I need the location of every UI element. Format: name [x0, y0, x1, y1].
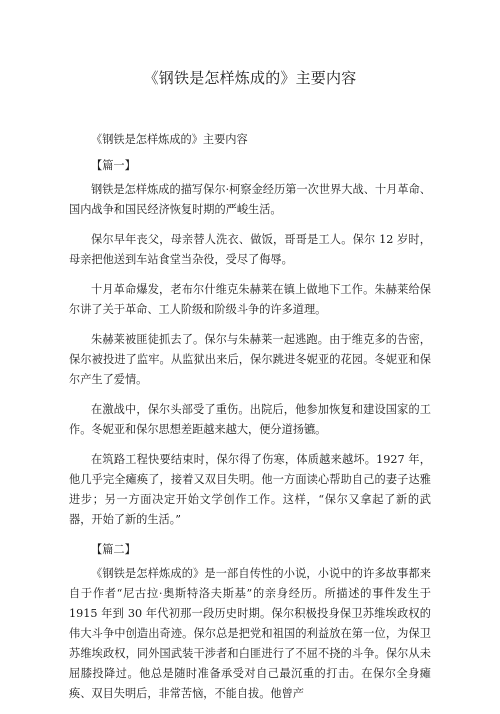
paragraph: 《钢铁是怎样炼成的》是一部自传性的小说，小说中的许多故事都来自于作者“尼古拉·奥斯特洛夫斯基”的亲身经历。所描述的事件发生于 1915 年到 30 年代初那一段历史时期。保尔积极投身保卫苏维埃政权的伟大斗争中创造出奇迹。保尔总是把党和祖国的利益放在第一位，为保卫苏维埃政权，同外国武装干涉者和白匪进行了不屈不挠的斗争。保尔从未屈膝投降过。他总是随时准备承受对自己最沉重的打击。在保尔全身瘫痪、双目失明后，非常苦恼，不能自拔。他曾产 — [69, 567, 431, 700]
document-subtitle: 《钢铁是怎样炼成的》主要内容 — [91, 133, 248, 146]
paragraph: 在筑路工程快要结束时，保尔得了伤寒，体质越来越坏。1927 年，他几乎完全瘫痪了，接着又双目失明。他一方面读心帮助自己的妻子达雅进步；另一方面决定开始文学创作工作。这样，“保尔又拿起了新的武器，开始了新的生活。” — [69, 453, 431, 526]
paragraph: 在激战中，保尔头部受了重伤。出院后，他参加恢复和建设国家的工作。冬妮亚和保尔思想差距越来越大，便分道扬镳。 — [69, 403, 431, 436]
section-heading-2: 【篇二】 — [91, 543, 136, 556]
section-heading-1: 【篇一】 — [91, 159, 136, 172]
page-title: 《钢铁是怎样炼成的》主要内容 — [143, 69, 357, 87]
paragraph: 朱赫莱被匪徒抓去了。保尔与朱赫莱一起逃跑。由于维克多的告密，保尔被投进了监牢。从监狱出来后，保尔跳进冬妮亚的花园。冬妮亚和保尔产生了爱情。 — [69, 333, 431, 386]
paragraph: 十月革命爆发，老布尔什维克朱赫莱在镇上做地下工作。朱赫莱给保尔讲了关于革命、工人阶级和阶级斗争的许多道理。 — [69, 283, 431, 316]
document-body — [69, 130, 431, 714]
paragraph: 钢铁是怎样炼成的描写保尔·柯察金经历第一次世界大战、十月革命、国内战争和国民经济恢复时期的严峻生活。 — [69, 183, 431, 216]
paragraph: 保尔早年丧父，母亲替人洗衣、做饭，哥哥是工人。保尔 12 岁时，母亲把他送到车站食堂当杂役，受尽了侮辱。 — [69, 233, 431, 266]
